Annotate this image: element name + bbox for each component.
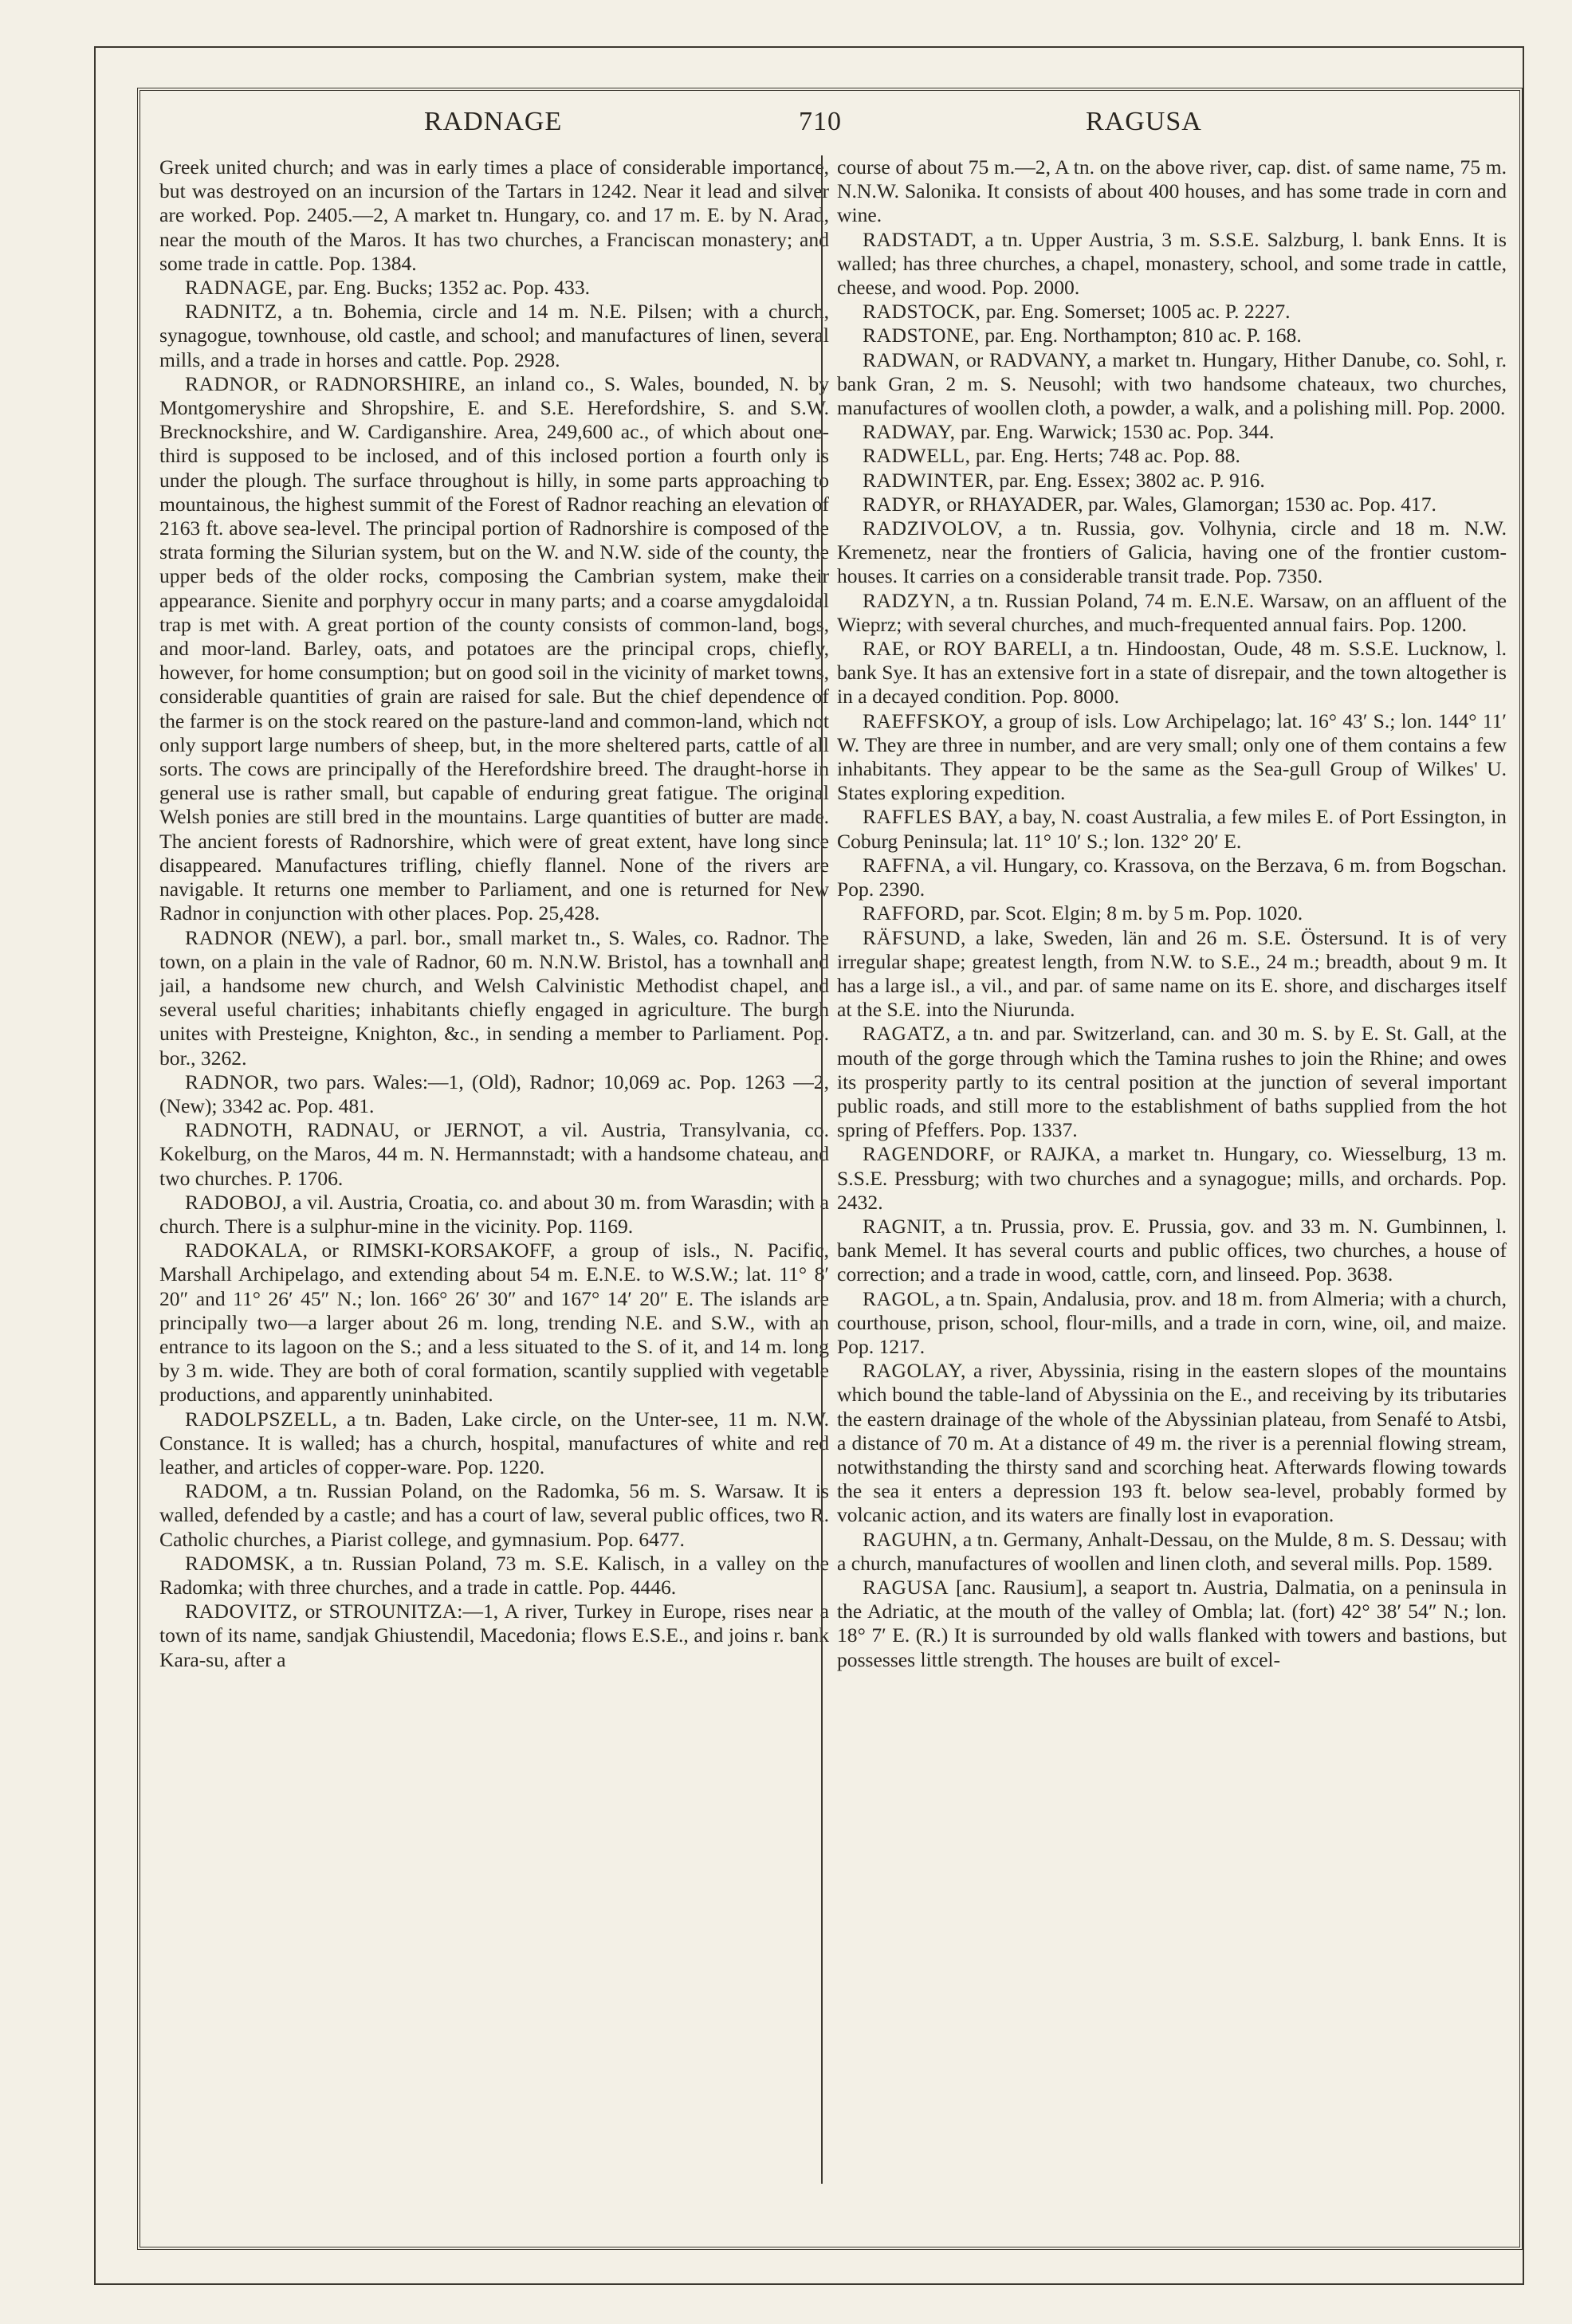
entry: RAFFNA, a vil. Hungary, co. Krassova, on the Berzava, 6 m. from Bogschan. Pop. 2390. <box>837 853 1507 901</box>
headword: RADOLPSZELL, <box>185 1407 338 1431</box>
left-column <box>159 155 829 2180</box>
headword: RAGATZ, <box>863 1022 951 1046</box>
entry: RAGUHN, a tn. Germany, Anhalt-Dessau, on the Mulde, 8 m. S. Dessau; with a church, manufactures of woollen and linen cloth, and several mills. Pop. 1589. <box>837 1527 1507 1575</box>
page-number: 710 <box>799 107 842 136</box>
headword: RAGNIT, <box>863 1214 946 1238</box>
headword: RADNOR, <box>185 371 279 395</box>
headword: RADSTONE, <box>863 324 980 347</box>
column-divider <box>821 155 823 2184</box>
headword: RADNAGE, <box>185 276 293 300</box>
headword: RADNITZ, <box>185 300 283 324</box>
headword: RADWELL, <box>863 444 971 468</box>
entry: RADSTADT, a tn. Upper Austria, 3 m. S.S.E. Salzburg, l. bank Enns. It is walled; has three churches, a chapel, monastery, school, and some trade in cattle, cheese, and wood. Pop. 2000. <box>837 227 1507 300</box>
entry: RADOM, a tn. Russian Poland, on the Radomka, 56 m. S. Warsaw. It is walled, defended by a castle; and has a court of law, several public offices, two R. Catholic churches, a Piarist college, and gymnasium. Pop. 6477. <box>159 1479 829 1551</box>
headword: RAFFNA, <box>863 853 951 877</box>
entry: RAFFORD, par. Scot. Elgin; 8 m. by 5 m. Pop. 1020. <box>863 901 1303 925</box>
entry: RAGOL, a tn. Spain, Andalusia, prov. and 18 m. from Almeria; with a church, courthouse, prison, school, flour-mills, and a trade in corn, wine, oil, and maize. Pop. 1217. <box>837 1286 1507 1358</box>
entry: RADOVITZ, or STROUNITZA:—1, A river, Turkey in Europe, rises near a town of its name, sandjak Ghiustendil, Macedonia; flows E.S.E., and joins r. bank Kara-su, after a <box>159 1600 829 1671</box>
headword: RADSTOCK, <box>863 300 981 324</box>
header-left-word: RADNAGE <box>424 107 563 136</box>
headword: RADOM, <box>185 1479 269 1503</box>
running-header <box>137 102 1516 150</box>
headword: RADZIVOLOV, <box>863 516 1004 540</box>
headword: RADWAY, <box>863 420 956 444</box>
headword: RADOVITZ, <box>185 1600 298 1623</box>
headword: RADWINTER, <box>863 468 994 492</box>
headword: RADYR, <box>863 492 941 516</box>
entry: RAGNIT, a tn. Prussia, prov. E. Prussia, gov. and 33 m. N. Gumbinnen, l. bank Memel. It has several courts and public offices, two churches, a house of correction; and a trade in wood, cattle, corn, and linseed. Pop. 3638. <box>837 1214 1507 1286</box>
headword: RAGUHN, <box>863 1527 958 1551</box>
entry: RADOBOJ, a vil. Austria, Croatia, co. and about 30 m. from Warasdin; with a church. There is a sulphur-mine in the vicinity. Pop. 1169. <box>159 1190 829 1238</box>
headword: RADOBOJ, <box>185 1190 288 1214</box>
headword: RAFFLES BAY, <box>863 805 1004 829</box>
headword: RAGENDORF, <box>863 1142 995 1166</box>
entry: RAE, or ROY BARELI, a tn. Hindoostan, Oude, 48 m. S.S.E. Lucknow, l. bank Sye. It has an extensive fort in a state of disrepair, and the town altogether is in a decayed condition. Pop. 8000. <box>837 637 1507 709</box>
headword: RADWAN, <box>863 347 961 371</box>
headword: RADNOR <box>185 925 274 949</box>
entry: course of about 75 m.—2, A tn. on the above river, cap. dist. of same name, 75 m. N.N.W. Salonika. It consists of about 400 houses, and has some trade in corn and wine. <box>837 155 1507 227</box>
entry: RAGOLAY, a river, Abyssinia, rising in the eastern slopes of the mountains which bound the table-land of Abyssinia on the E., and receiving by its tributaries the eastern drainage of the whole of the Abyssinian plateau, from Senafé to Atsbi, a distance of 70 m. At a distance of 49 m. the river is a perennial flowing stream, notwithstanding the thirsty sand and scorching heat. Afterwards flowing towards the sea it enters a depression 193 ft. below sea-level, probably formed by volcanic action, and its waters are finally lost in evaporation. <box>837 1359 1507 1527</box>
entry: RADWAY, par. Eng. Warwick; 1530 ac. Pop. 344. <box>863 420 1275 444</box>
entry: RADYR, or RHAYADER, par. Wales, Glamorgan; 1530 ac. Pop. 417. <box>863 492 1436 516</box>
headword: RADZYN, <box>863 588 956 612</box>
entry: RAGATZ, a tn. and par. Switzerland, can. and 30 m. S. by E. St. Gall, at the mouth of the gorge through which the Tamina rushes to join the Rhine; and owes its prosperity partly to its central position at the junction of several important public roads, and still more to the establishment of baths supplied from the hot spring of Pfeffers. Pop. 1337. <box>837 1022 1507 1142</box>
headword: RADOKALA, <box>185 1239 309 1262</box>
headword: RÄFSUND, <box>863 925 966 949</box>
headword: RADOMSK, <box>185 1551 296 1575</box>
headword: RAEFFSKOY, <box>863 709 988 732</box>
entry: RADSTOCK, par. Eng. Somerset; 1005 ac. P. 2227. <box>863 300 1291 324</box>
entry: RÄFSUND, a lake, Sweden, län and 26 m. S.E. Östersund. It is of very irregular shape; greatest length, from N.W. to S.E., 24 m.; breadth, about 9 m. It has a large isl., a vil., and par. of same name on its E. shore, and discharges itself at the S.E. into the Niurunda. <box>837 925 1507 1022</box>
entry: RADNITZ, a tn. Bohemia, circle and 14 m. N.E. Pilsen; with a church, synagogue, townhouse, old castle, and school; and manufactures of linen, several mills, and a trade in horses and cattle. Pop. 2928. <box>159 300 829 371</box>
entry: RADOKALA, or RIMSKI-KORSAKOFF, a group of isls., N. Pacific, Marshall Archipelago, and extending about 54 m. E.N.E. to W.S.W.; lat. 11° 8′ 20″ and 11° 26′ 45″ N.; lon. 166° 26′ 30″ and 167° 14′ 20″ E. The islands are principally two—a larger about 26 m. long, trending N.E. and S.W., with an entrance to its lagoon on the S.; and a less situated to the S. of it, and 14 m. long by 3 m. wide. They are both of coral formation, scantily supplied with vegetable productions, and apparently uninhabited. <box>159 1239 829 1407</box>
headword: RADNOR, <box>185 1070 279 1093</box>
entry: RADZIVOLOV, a tn. Russia, gov. Volhynia, circle and 18 m. N.W. Kremenetz, near the frontiers of Galicia, having one of the frontier custom-houses. It carries on a considerable transit trade. Pop. 7350. <box>837 516 1507 588</box>
headword: RADSTADT, <box>863 227 977 251</box>
entry: RADOLPSZELL, a tn. Baden, Lake circle, on the Unter-see, 11 m. N.W. Constance. It is walled; has a church, hospital, manufactures of white and red leather, and articles of copper-ware. Pop. 1220. <box>159 1407 829 1478</box>
headword: RAFFORD, <box>863 901 965 925</box>
entry: RADOMSK, a tn. Russian Poland, 73 m. S.E. Kalisch, in a valley on the Radomka; with three churches, and a trade in cattle. Pop. 4446. <box>159 1551 829 1599</box>
entry: RADWINTER, par. Eng. Essex; 3802 ac. P. 916. <box>863 468 1265 492</box>
headword: RADNOTH, <box>185 1118 293 1142</box>
entry: RADWAN, or RADVANY, a market tn. Hungary, Hither Danube, co. Sohl, r. bank Gran, 2 m. S. Neusohl; with two handsome chateaux, two churches, manufactures of woollen cloth, a powder, a walk, and a polishing mill. Pop. 2000. <box>837 347 1507 420</box>
right-column <box>837 155 1507 2180</box>
entry: RADWELL, par. Eng. Herts; 748 ac. Pop. 88. <box>863 444 1240 468</box>
entry: RADNOR (NEW), a parl. bor., small market tn., S. Wales, co. Radnor. The town, on a plain in the vale of Radnor, 60 m. N.N.W. Bristol, has a townhall and jail, a handsome new church, and Welsh Calvinistic Methodist chapel, and several useful charities; inhabitants chiefly engaged in agriculture. The burgh unites with Presteigne, Knighton, &c., in sending a member to Parliament. Pop. bor., 3262. <box>159 925 829 1070</box>
header-right-word: RAGUSA <box>1086 107 1202 136</box>
entry: RADZYN, a tn. Russian Poland, 74 m. E.N.E. Warsaw, on an affluent of the Wieprz; with several churches, and much-frequented annual fairs. Pop. 1200. <box>837 588 1507 636</box>
entry: RAGUSA [anc. Rausium], a seaport tn. Austria, Dalmatia, on a peninsula in the Adriatic, at the mouth of the valley of Ombla; lat. (fort) 42° 38′ 54″ N.; lon. 18° 7′ E. (R.) It is surrounded by old walls flanked with towers and bastions, but possesses little strength. The houses are built of excel- <box>837 1575 1507 1671</box>
headword: RAGUSA <box>863 1575 949 1599</box>
entry: RADNOR, or RADNORSHIRE, an inland co., S. Wales, bounded, N. by Montgomeryshire and Shropshire, E. and S.E. Herefordshire, S. and S.W. Brecknockshire, and W. Cardiganshire. Area, 249,600 ac., of which about one-third is supposed to be inclosed, and of this inclosed portion a fourth only is under the plough. The surface throughout is hilly, in some parts approaching to mountainous, the highest summit of the Forest of Radnor reaching an elevation of 2163 ft. above sea-level. The principal portion of Radnorshire is composed of the strata forming the Silurian system, but on the W. and N.W. side of the county, the upper beds of the older rocks, composing the Cambrian system, make their appearance. Sienite and porphyry occur in many parts; and a coarse amygdaloidal trap is met with. A great portion of the county consists of common-land, bogs, and moor-land. Barley, oats, and potatoes are the principal crops, chiefly, however, for home consumption; but on good soil in the vicinity of market towns, considerable quantities of grain are raised for sale. But the chief dependence of the farmer is on the stock reared on the pasture-land and common-land, which not only support large numbers of sheep, but, in the more sheltered parts, cattle of all sorts. The cows are principally of the Herefordshire breed. The draught-horse in general use is rather small, but capable of enduring great fatigue. The original Welsh ponies are still bred in the mountains. Large quantities of butter are made. The ancient forests of Radnorshire, which were of great extent, have long since disappeared. Manufactures trifling, chiefly flannel. None of the rivers are navigable. It returns one member to Parliament, and one is returned for New Radnor in conjunction with other places. Pop. 25,428. <box>159 371 829 925</box>
entry: RAGENDORF, or RAJKA, a market tn. Hungary, co. Wiesselburg, 13 m. S.S.E. Pressburg; with two churches and a synagogue; mills, and orchards. Pop. 2432. <box>837 1142 1507 1214</box>
headword: RAE, <box>863 637 910 661</box>
headword: RAGOLAY, <box>863 1359 966 1383</box>
entry: RADNAGE, par. Eng. Bucks; 1352 ac. Pop. 433. <box>185 276 591 300</box>
entry: RAEFFSKOY, a group of isls. Low Archipelago; lat. 16° 43′ S.; lon. 144° 11′ W. They are three in number, and are very small; only one of them contains a few inhabitants. They appear to be the same as the Sea-gull Group of Wilkes' U. States exploring expedition. <box>837 709 1507 805</box>
entry: RADNOTH, RADNAU, or JERNOT, a vil. Austria, Transylvania, co. Kokelburg, on the Maros, 44 m. N. Hermannstadt; with a handsome chateau, and two churches. P. 1706. <box>159 1118 829 1190</box>
entry: Greek united church; and was in early times a place of considerable importance, but was destroyed on an incursion of the Tartars in 1242. Near it lead and silver are worked. Pop. 2405.—2, A market tn. Hungary, co. and 17 m. E. by N. Arad, near the mouth of the Maros. It has two churches, a Franciscan monastery; and some trade in cattle. Pop. 1384. <box>159 155 829 275</box>
headword: RAGOL, <box>863 1286 941 1310</box>
entry: RADNOR, two pars. Wales:—1, (Old), Radnor; 10,069 ac. Pop. 1263 —2, (New); 3342 ac. Pop. 481. <box>159 1070 829 1117</box>
entry: RAFFLES BAY, a bay, N. coast Australia, a few miles E. of Port Essington, in Coburg Peninsula; lat. 11° 10′ S.; lon. 132° 20′ E. <box>837 805 1507 853</box>
entry: RADSTONE, par. Eng. Northampton; 810 ac. P. 168. <box>863 324 1302 347</box>
